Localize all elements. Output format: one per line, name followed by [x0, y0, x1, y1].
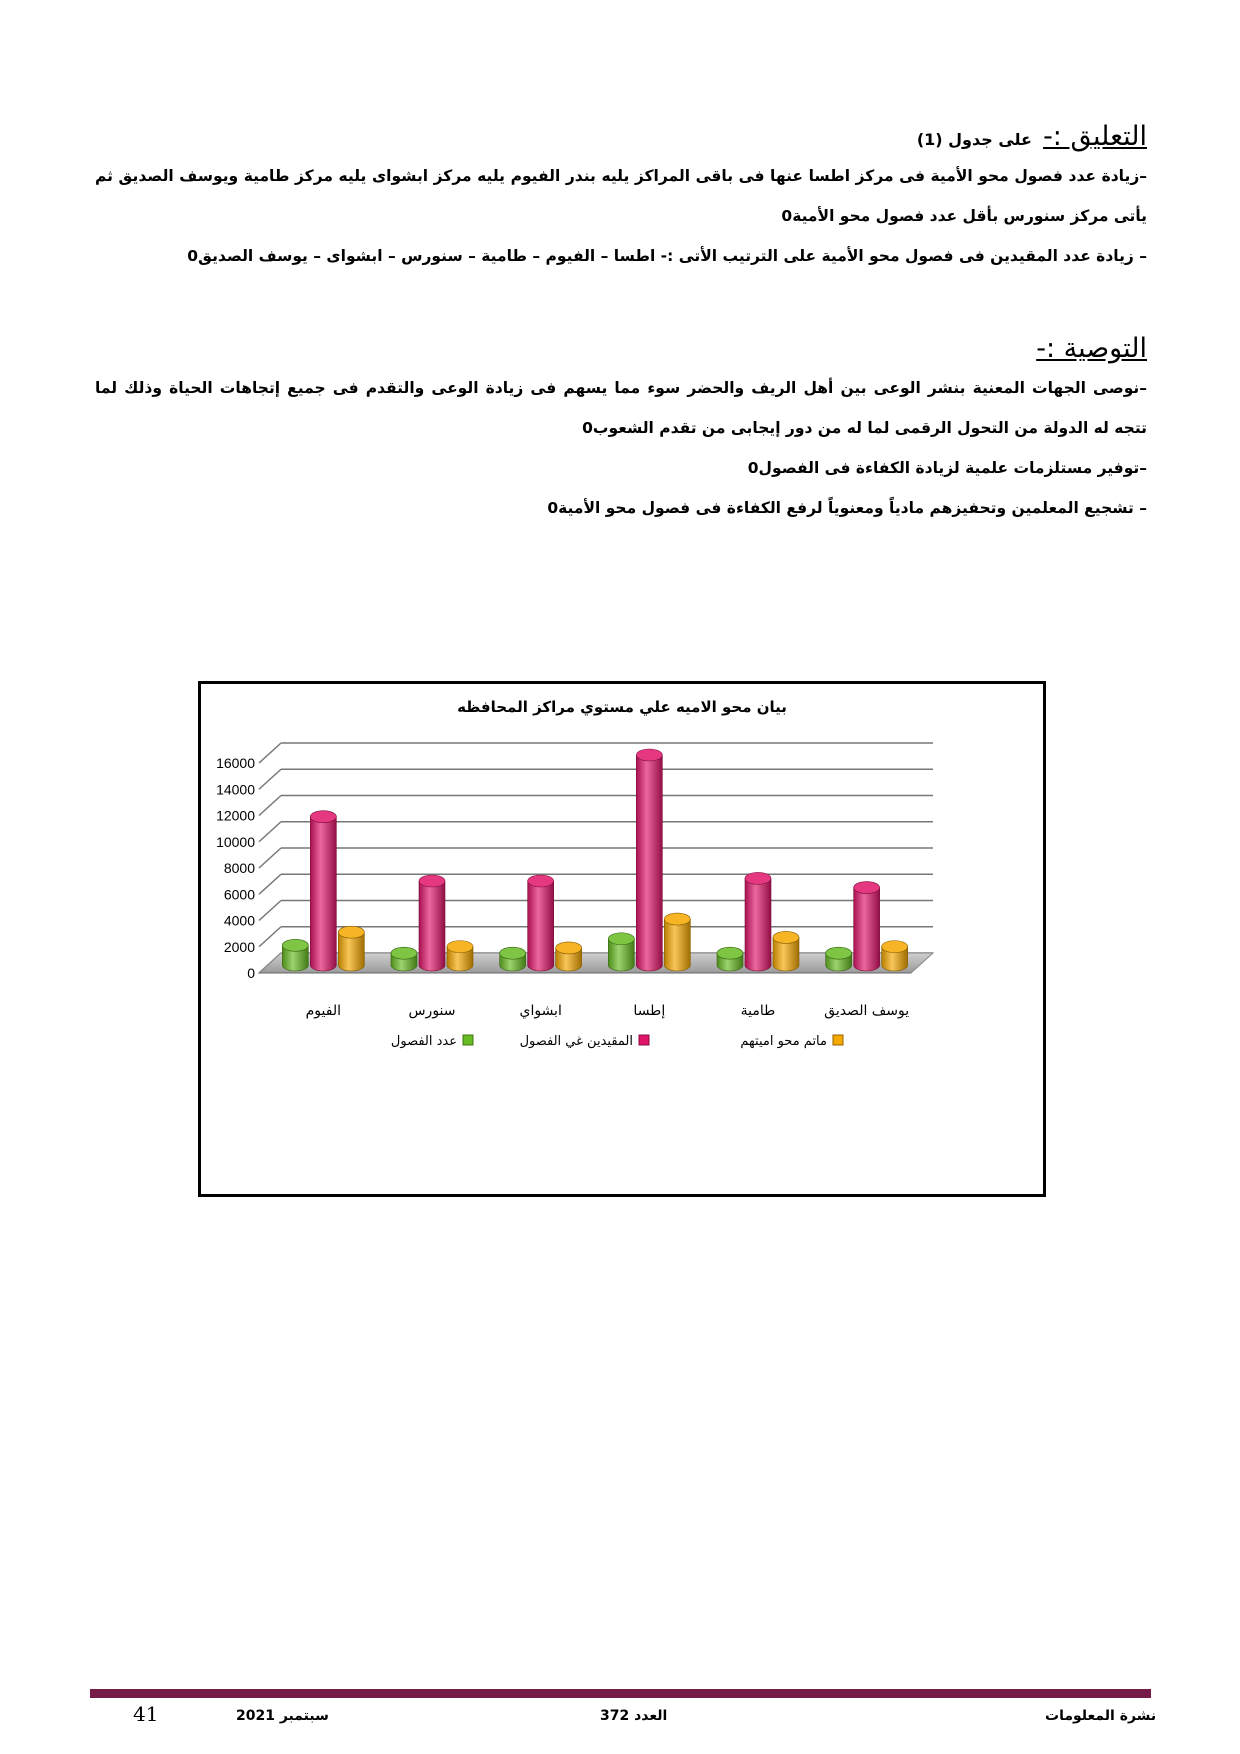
y-tick-label: 4000 [223, 912, 255, 929]
bar [854, 882, 880, 971]
bar [664, 913, 690, 971]
x-tick-label: إطسا [633, 1003, 666, 1019]
recommendation-paragraph-2: –توفير مستلزمات علمية لزيادة الكفاءة فى الفصول0 [747, 459, 1147, 477]
x-tick-label: ابشواي [519, 1003, 562, 1019]
gridline-side [259, 901, 281, 921]
bar [636, 749, 662, 971]
bar-chart [201, 684, 1043, 1194]
footer-bar [90, 1689, 1151, 1698]
y-tick-label: 2000 [223, 938, 255, 955]
bar [310, 811, 336, 971]
bar [882, 941, 908, 971]
legend-label: ماتم محو اميتهم [740, 1034, 827, 1049]
bar [745, 872, 771, 971]
legend-swatch [833, 1035, 843, 1045]
bar [419, 875, 445, 971]
commentary-heading-row [95, 118, 1147, 156]
footer-date: سبتمبر 2021 [236, 1708, 329, 1724]
legend-label: المقيدين غي الفصول [519, 1034, 633, 1049]
bar [608, 933, 634, 971]
gridline-side [259, 874, 281, 894]
bar [826, 947, 852, 971]
commentary-heading: التعليق :- [1043, 121, 1147, 152]
footer-publication: نشرة المعلومات [1045, 1708, 1157, 1724]
y-tick-label: 6000 [223, 886, 255, 903]
bar [773, 931, 799, 971]
x-tick-label: طامية [740, 1003, 776, 1019]
recommendation-paragraph-3: – تشجيع المعلمين وتحفيزهم مادياً ومعنوياً لرفع الكفاءة فى فصول محو الأمية0 [547, 499, 1147, 517]
bar [391, 947, 417, 971]
recommendation-heading-row [95, 330, 1147, 368]
gridline-side [259, 848, 281, 868]
chart-frame [198, 681, 1046, 1197]
recommendation-section [95, 330, 1147, 528]
gridline-side [259, 822, 281, 842]
x-tick-label: يوسف الصديق [824, 1003, 910, 1019]
x-tick-label: الفيوم [305, 1003, 342, 1019]
bar [282, 939, 308, 971]
y-tick-label: 10000 [216, 833, 255, 850]
recommendation-heading: التوصية :- [1036, 333, 1147, 364]
bar [447, 941, 473, 971]
y-tick-label: 16000 [216, 755, 255, 771]
legend-swatch [463, 1035, 473, 1045]
footer-issue: العدد 372 [600, 1708, 668, 1724]
gridline-side [259, 796, 281, 816]
x-tick-label: سنورس [408, 1003, 456, 1019]
gridline-side [259, 927, 281, 947]
commentary-section [95, 118, 1147, 276]
legend-swatch [639, 1035, 649, 1045]
y-tick-label: 12000 [216, 807, 255, 824]
bar [338, 926, 364, 971]
bar [717, 947, 743, 971]
bar [528, 875, 554, 971]
y-tick-label: 14000 [216, 781, 255, 798]
commentary-heading-suffix: على جدول (1) [916, 130, 1032, 149]
legend-label: عدد الفصول [390, 1034, 457, 1049]
gridline-side [259, 769, 281, 789]
page-number: 41 [133, 1702, 159, 1726]
y-tick-label: 8000 [223, 860, 255, 876]
gridline-side [259, 743, 281, 763]
y-tick-label: 0 [247, 965, 255, 981]
commentary-paragraph-1: –زيادة عدد فصول محو الأمية فى مركز اطسا عنها فى باقى المراكز يليه بندر الفيوم يليه مركز ابشواى يليه مركز طامية ويوسف الصديق ثم يأتى مركز سنورس بأقل عدد فصول محو الأمية0 [95, 167, 1147, 225]
bar [500, 947, 526, 971]
commentary-paragraph-2: – زيادة عدد المقيدين فى فصول محو الأمية على الترتيب الأتى :- اطسا – الفيوم – طامية – سنورس – ابشواى – يوسف الصديق0 [187, 247, 1147, 265]
chart-title: بيان محو الاميه علي مستوي مراكز المحافظه [457, 698, 787, 716]
recommendation-paragraph-1: –نوصى الجهات المعنية بنشر الوعى بين أهل الريف والحضر سوء مما يسهم فى زيادة الوعى والتقدم فى جميع إتجاهات الحياة وذلك لما تتجه له الدولة من التحول الرقمى لما له من دور إيجابى من تقدم الشعوب0 [95, 379, 1147, 437]
bar [556, 942, 582, 971]
